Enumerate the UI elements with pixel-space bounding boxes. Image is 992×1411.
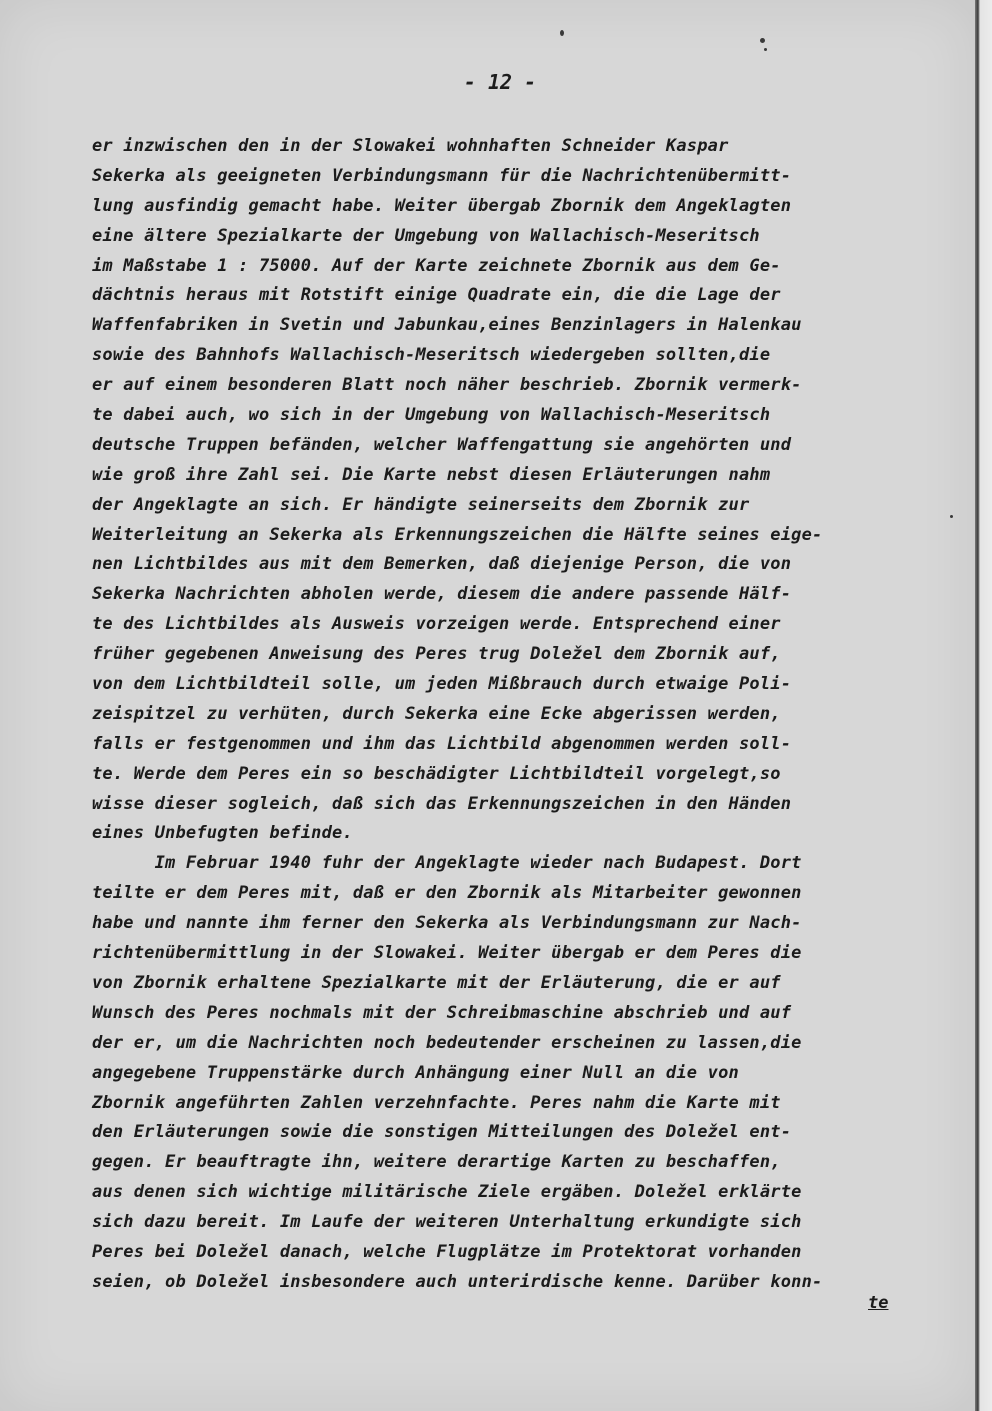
text-line: Wunsch des Peres nochmals mit der Schreibmaschine abschrieb und auf bbox=[92, 1002, 792, 1023]
text-line: te. Werde dem Peres ein so beschädigter Lichtbildteil vorgelegt,so bbox=[92, 763, 781, 784]
text-line: richtenübermittlung in der Slowakei. Weiter übergab er dem Peres die bbox=[92, 943, 802, 964]
text-line: im Maßstabe 1 : 75000. Auf der Karte zeichnete Zbornik aus dem Ge- bbox=[92, 255, 781, 276]
text-line: Weiterleitung an Sekerka als Erkennungszeichen die Hälfte seines eige- bbox=[92, 524, 823, 545]
text-line: habe und nannte ihm ferner den Sekerka als Verbindungsmann zur Nach- bbox=[92, 913, 802, 934]
text-line: er auf einem besonderen Blatt noch näher beschrieb. Zbornik vermerk- bbox=[92, 375, 802, 396]
paper-speck bbox=[760, 38, 765, 43]
text-line: von dem Lichtbildteil solle, um jeden Mißbrauch durch etwaige Poli- bbox=[92, 674, 792, 695]
text-line: angegebene Truppenstärke durch Anhängung einer Null an die von bbox=[92, 1062, 739, 1083]
text-line: eines Unbefugten befinde. bbox=[92, 823, 353, 844]
text-line: der Angeklagte an sich. Er händigte seinerseits dem Zbornik zur bbox=[92, 494, 750, 515]
text-line: Peres bei Doležel danach, welche Flugplätze im Protektorat vorhanden bbox=[92, 1241, 802, 1262]
paper-speck bbox=[560, 30, 564, 36]
text-line: te des Lichtbildes als Ausweis vorzeigen werde. Entsprechend einer bbox=[92, 614, 781, 635]
document-body bbox=[92, 132, 972, 1298]
text-line: den Erläuterungen sowie die sonstigen Mitteilungen des Doležel ent- bbox=[92, 1122, 792, 1143]
catchword: te bbox=[868, 1293, 889, 1313]
text-line: nen Lichtbildes aus mit dem Bemerken, daß diejenige Person, die von bbox=[92, 554, 792, 575]
text-line: dächtnis heraus mit Rotstift einige Quadrate ein, die die Lage der bbox=[92, 285, 781, 306]
text-line: zeispitzel zu verhüten, durch Sekerka eine Ecke abgerissen werden, bbox=[92, 703, 781, 724]
text-line: eine ältere Spezialkarte der Umgebung von Wallachisch-Meseritsch bbox=[92, 225, 760, 246]
text-line: früher gegebenen Anweisung des Peres trug Doležel dem Zbornik auf, bbox=[92, 644, 781, 665]
text-line: falls er festgenommen und ihm das Lichtbild abgenommen werden soll- bbox=[92, 733, 792, 754]
text-line: er inzwischen den in der Slowakei wohnhaften Schneider Kaspar bbox=[92, 136, 729, 156]
text-line: Sekerka als geeigneten Verbindungsmann für die Nachrichtenübermitt- bbox=[92, 165, 792, 186]
text-line: sich dazu bereit. Im Laufe der weiteren Unterhaltung erkundigte sich bbox=[92, 1212, 802, 1233]
paper-speck bbox=[764, 48, 767, 51]
text-line: wie groß ihre Zahl sei. Die Karte nebst diesen Erläuterungen nahm bbox=[92, 464, 771, 485]
text-line: seien, ob Doležel insbesondere auch unterirdische kenne. Darüber konn- bbox=[92, 1271, 823, 1292]
text-line: sowie des Bahnhofs Wallachisch-Meseritsch wiedergeben sollten,die bbox=[92, 345, 771, 366]
text-line: Waffenfabriken in Svetin und Jabunkau,eines Benzinlagers in Halenkau bbox=[92, 315, 802, 336]
page-edge bbox=[975, 0, 992, 1411]
text-line: Zbornik angeführten Zahlen verzehnfachte. Peres nahm die Karte mit bbox=[92, 1092, 781, 1113]
text-line: lung ausfindig gemacht habe. Weiter übergab Zbornik dem Angeklagten bbox=[92, 195, 792, 216]
text-line: von Zbornik erhaltene Spezialkarte mit der Erläuterung, die er auf bbox=[92, 972, 781, 993]
text-line: Im Februar 1940 fuhr der Angeklagte wieder nach Budapest. Dort bbox=[92, 853, 802, 874]
text-line: te dabei auch, wo sich in der Umgebung von Wallachisch-Meseritsch bbox=[92, 405, 771, 426]
text-line: aus denen sich wichtige militärische Ziele ergäben. Doležel erklärte bbox=[92, 1182, 802, 1203]
text-line: teilte er dem Peres mit, daß er den Zbornik als Mitarbeiter gewonnen bbox=[92, 883, 802, 904]
text-line: gegen. Er beauftragte ihn, weitere derartige Karten zu beschaffen, bbox=[92, 1152, 781, 1173]
text-line: deutsche Truppen befänden, welcher Waffengattung sie angehörten und bbox=[92, 434, 792, 455]
text-line: Sekerka Nachrichten abholen werde, diesem die andere passende Hälf- bbox=[92, 584, 792, 605]
page-number: - 12 - bbox=[463, 70, 537, 94]
text-line: der er, um die Nachrichten noch bedeutender erscheinen zu lassen,die bbox=[92, 1032, 802, 1053]
text-line: wisse dieser sogleich, daß sich das Erkennungszeichen in den Händen bbox=[92, 793, 792, 814]
